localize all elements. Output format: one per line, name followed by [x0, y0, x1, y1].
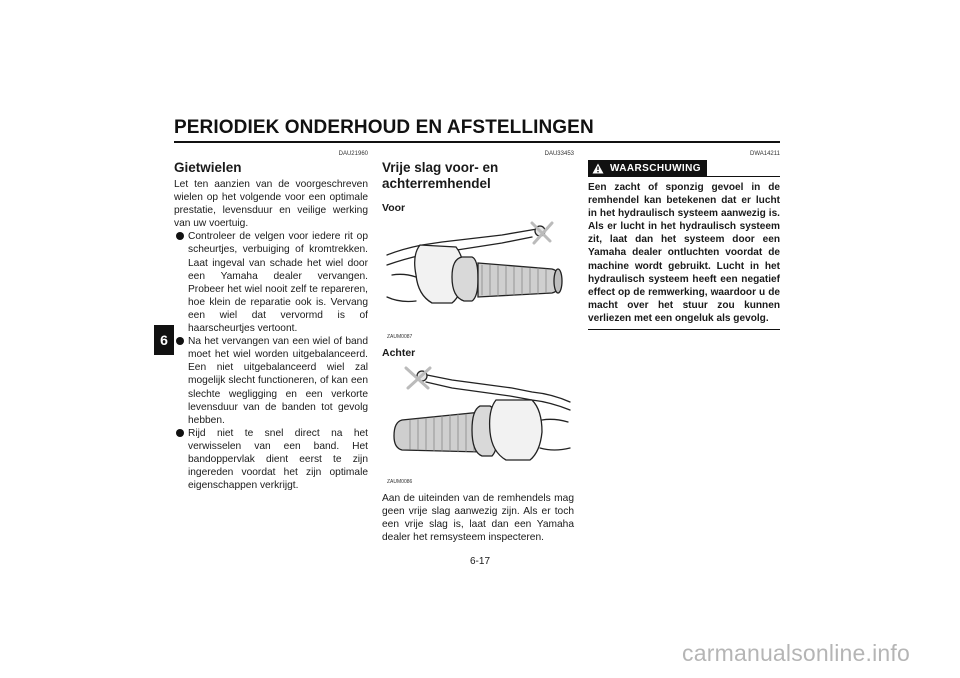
intro-paragraph: Let ten aanzien van de voorgeschreven wielen op het volgende voor een optimale prestatie, levensduur en veilige werking van uw voertuig. [174, 179, 368, 230]
bullet-icon [176, 337, 184, 345]
warning-header [588, 160, 780, 177]
list-item [176, 230, 368, 335]
bullet-text: Controleer de velgen voor iedere rit op scheurtjes, verbuiging of kromtrekken. Laat ingeval van schade het wiel door een Yamaha dealer vervangen. Probeer het wiel nooit zelf te repareren, hoe klein de reparatie ook is. Vervang een wiel dat vervormd is of haarscheurtjes vertoont. [188, 231, 368, 335]
figure-code: ZAUM0087 [387, 334, 413, 340]
chapter-tab: 6 [154, 325, 174, 355]
warning-bottom-rule [588, 329, 780, 330]
column-brake-lever [382, 150, 574, 544]
watermark: carmanualsonline.info [682, 640, 910, 666]
list-item [176, 335, 368, 427]
bullet-text: Na het vervangen van een wiel of band moet het wiel worden uitgebalanceerd. Een niet uitgebalanceerd wiel zal mogelijk slecht functioneren, of kan een slechte wegligging en een verkorte levensduur van de banden tot gevolg hebben. [188, 336, 368, 426]
figure-code: ZAUM0086 [387, 479, 413, 485]
warning-text: Een zacht of sponzig gevoel in de remhendel kan betekenen dat er lucht in het hydraulisch systeem aanwezig is. Als er lucht in het hydraulisch systeem zit, laat dan het systeem door een Yamaha dealer ontluchten voordat de machine wordt gebruikt. Lucht in het hydraulisch systeem heeft een negatief effect op de remwerking, waardoor u de macht over het stuur zou kunnen verliezen met een ongeluk als gevolg. [588, 182, 780, 324]
brake-body-paragraph: Aan de uiteinden van de remhendels mag geen vrije slag aanwezig zijn. Als er toch een vrije slag is, laat dan een Yamaha dealer het remsysteem inspecteren. [382, 493, 574, 544]
warning-triangle-icon [592, 163, 604, 174]
header-rule [174, 141, 780, 143]
bullet-list [174, 230, 368, 492]
warning-badge [588, 160, 707, 176]
section-title-wheels: Gietwielen [174, 160, 242, 175]
column-warning [588, 150, 780, 330]
warning-box [588, 160, 780, 330]
section-title-brake: Vrije slag voor- en achterremhendel [382, 160, 499, 191]
bullet-icon [176, 429, 184, 437]
list-item [176, 427, 368, 492]
page-number: 6-17 [469, 556, 490, 567]
bullet-icon [176, 232, 184, 240]
front-lever-illustration [382, 215, 574, 343]
rear-label: Achter [382, 347, 416, 359]
front-label: Voor [382, 202, 406, 214]
bullet-text: Rijd niet te snel direct na het verwisselen van een band. Het bandoppervlak dient eerst te zijn ingereden voordat het zijn optimale eigenschappen verkrijgt. [188, 427, 368, 492]
rear-lever-figure [382, 360, 574, 488]
column-wheels [174, 150, 368, 492]
section-code: DAU33453 [544, 151, 574, 157]
warning-label: WAARSCHUWING [610, 162, 701, 174]
page-title: PERIODIEK ONDERHOUD EN AFSTELLINGEN [174, 117, 594, 138]
rear-lever-illustration [382, 360, 574, 488]
section-code: DWA14211 [749, 151, 780, 157]
front-lever-figure [382, 215, 574, 343]
section-code: DAU21960 [338, 151, 368, 157]
